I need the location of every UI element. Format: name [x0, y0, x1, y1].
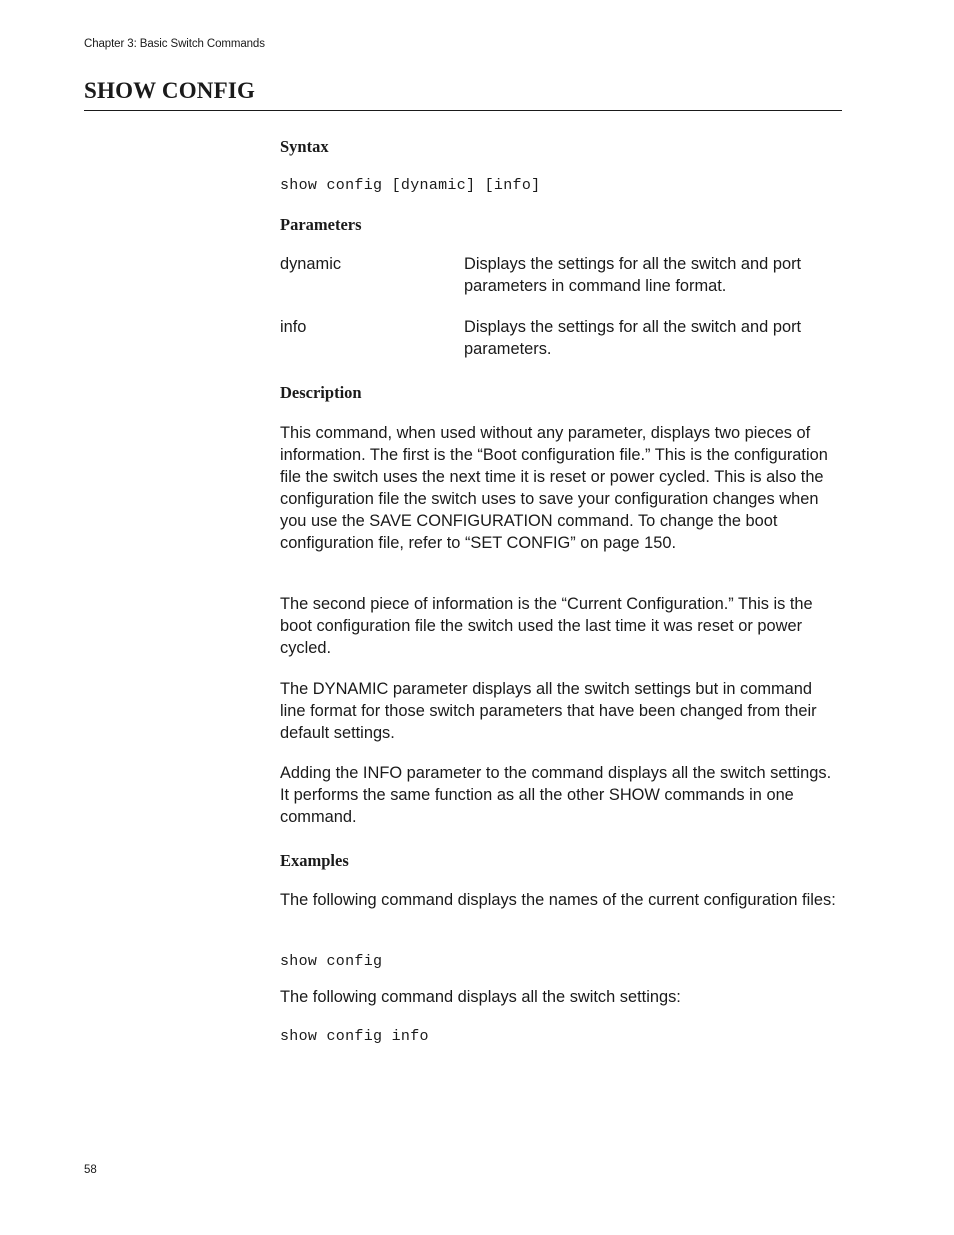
page-number: 58	[84, 1164, 97, 1176]
example-text: The following command displays the names of the current configuration files:	[280, 891, 836, 909]
running-header: Chapter 3: Basic Switch Commands	[84, 38, 265, 50]
syntax-heading: Syntax	[280, 137, 329, 156]
title-rule	[84, 110, 842, 111]
param-name-dynamic: dynamic	[280, 255, 342, 273]
description-paragraph: Adding the INFO parameter to the command displays all the switch settings. It performs the same function as all the other SHOW commands in one command.	[280, 764, 832, 826]
description-paragraph: The second piece of information is the “Current Configuration.” This is the boot configuration file the switch used the last time it was reset or power cycled.	[280, 595, 813, 657]
description-paragraph: This command, when used without any parameter, displays two pieces of information. The first is the “Boot configuration file.” This is the configuration file the switch uses the next time it is reset or power cycled. This is also the configuration file the switch uses to save your configuration changes when you use the SAVE CONFIGURATION command. To change the boot configuration file, refer to “SET CONFIG” on page 150.	[280, 424, 828, 552]
example-code: show config info	[280, 1028, 429, 1045]
syntax-code: show config [dynamic] [info]	[280, 177, 541, 194]
example-code: show config	[280, 953, 383, 970]
description-paragraph: The DYNAMIC parameter displays all the switch settings but in command line format for those switch parameters that have been changed from their default settings.	[280, 680, 817, 742]
parameters-heading: Parameters	[280, 215, 362, 234]
page-title: SHOW CONFIG	[84, 78, 256, 103]
param-desc-info: Displays the settings for all the switch and port parameters.	[464, 318, 802, 358]
examples-heading: Examples	[280, 851, 349, 870]
example-text: The following command displays all the switch settings:	[280, 988, 681, 1006]
param-name-info: info	[280, 318, 307, 336]
description-heading: Description	[280, 383, 362, 402]
param-desc-dynamic: Displays the settings for all the switch and port parameters in command line format.	[464, 255, 802, 295]
